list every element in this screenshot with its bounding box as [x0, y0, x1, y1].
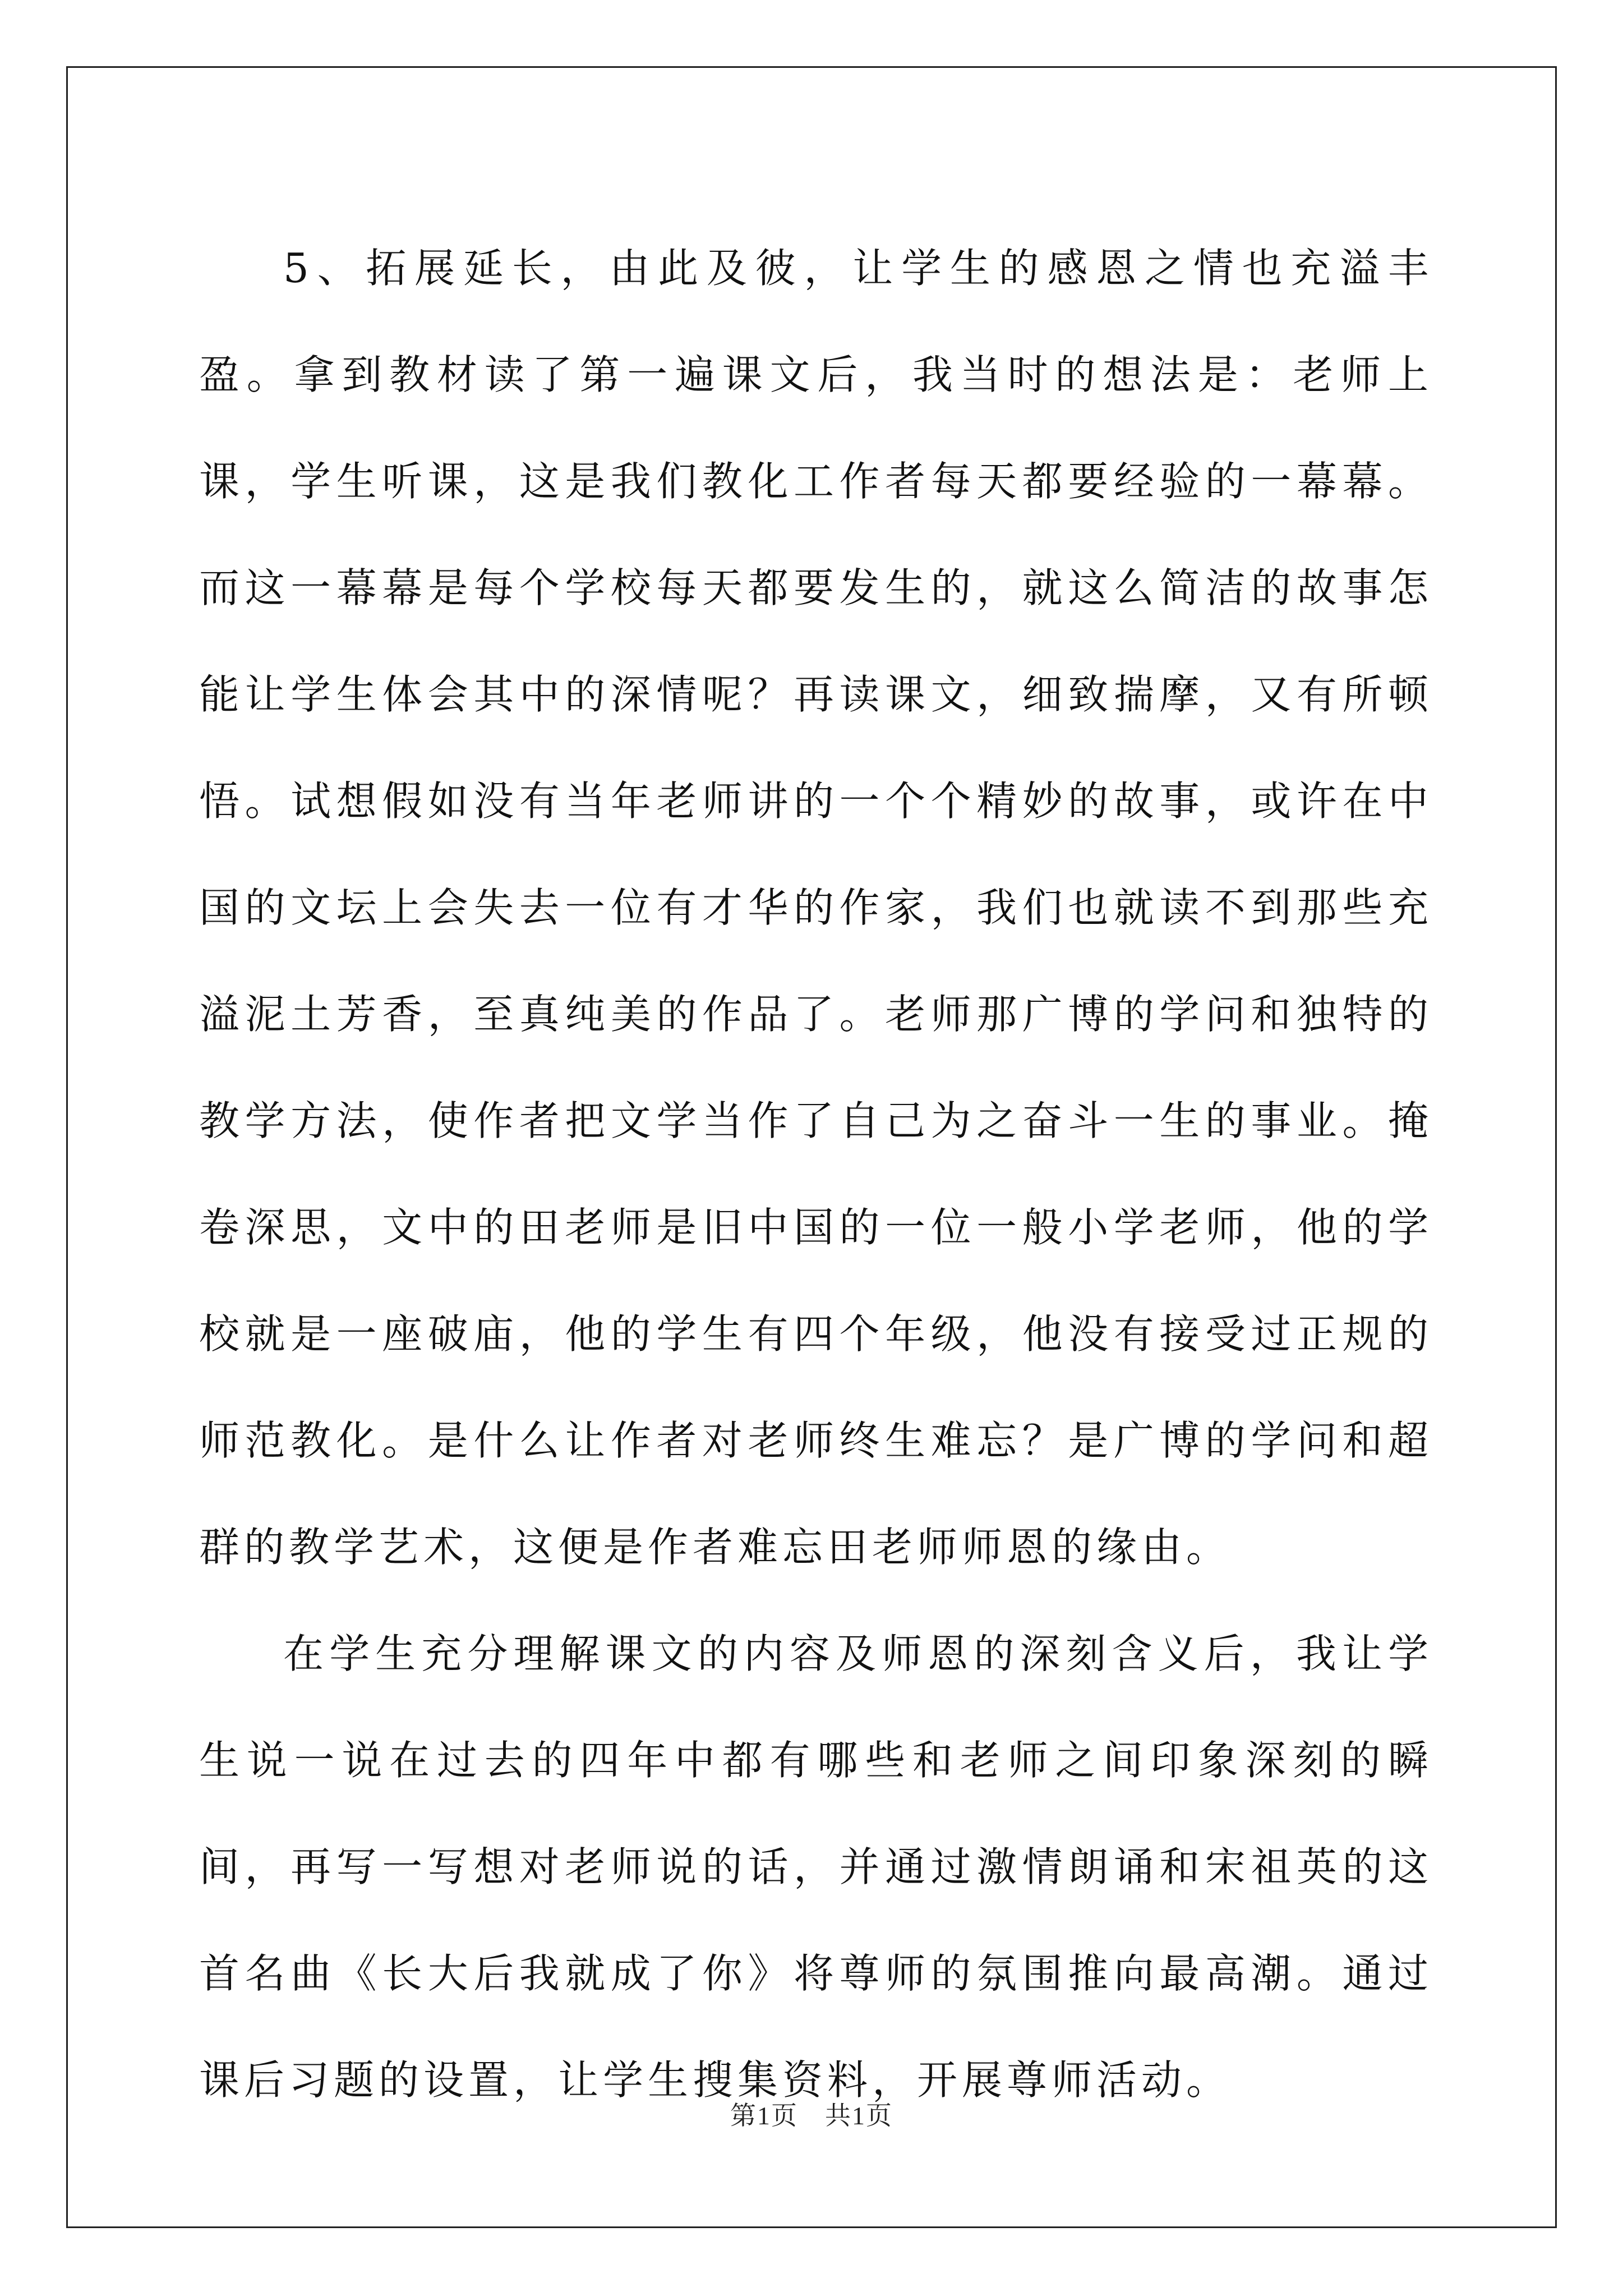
page-number-label: 第1页 共1页	[730, 2101, 893, 2130]
document-body	[199, 215, 1433, 2133]
page-footer	[0, 2095, 1623, 2132]
paragraph-1: 5、拓展延长，由此及彼，让学生的感恩之情也充溢丰盈。拿到教材读了第一遍课文后，我当时的想法是：老师上课，学生听课，这是我们教化工作者每天都要经验的一幕幕。而这一幕幕是每个学校每天都要发生的，就这么简洁的故事怎能让学生体会其中的深情呢？再读课文，细致揣摩，又有所顿悟。试想假如没有当年老师讲的一个个精妙的故事，或许在中国的文坛上会失去一位有才华的作家，我们也就读不到那些充溢泥土芳香，至真纯美的作品了。老师那广博的学问和独特的教学方法，使作者把文学当作了自己为之奋斗一生的事业。掩卷深思，文中的田老师是旧中国的一位一般小学老师，他的学校就是一座破庙，他的学生有四个年级，他没有接受过正规的师范教化。是什么让作者对老师终生难忘？是广博的学问和超群的教学艺术，这便是作者难忘田老师师恩的缘由。	[199, 245, 1433, 1571]
paragraph-2: 在学生充分理解课文的内容及师恩的深刻含义后，我让学生说一说在过去的四年中都有哪些和老师之间印象深刻的瞬间，再写一写想对老师说的话，并通过激情朗诵和宋祖英的这首名曲《长大后我就成了你》将尊师的氛围推向最高潮。通过课后习题的设置，让学生搜集资料，开展尊师活动。	[199, 1630, 1433, 2104]
